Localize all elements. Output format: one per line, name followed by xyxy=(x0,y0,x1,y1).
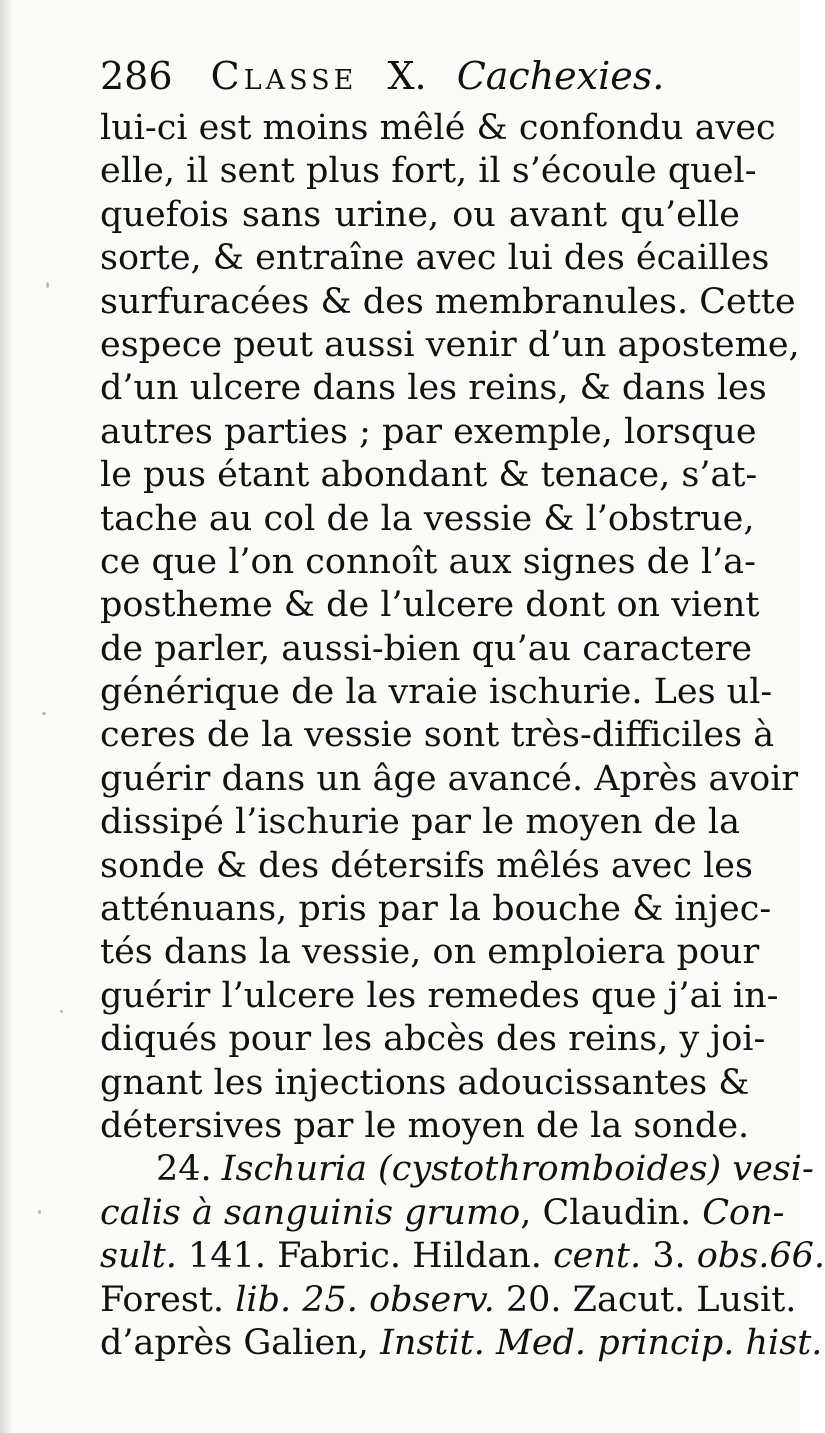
text-line: le pus étant abondant & tenace, s’at- xyxy=(100,455,758,496)
entry-author-5: d’après Galien, xyxy=(100,1322,369,1363)
entry-obs: obs. xyxy=(696,1236,770,1277)
entry-obs-number: 66. xyxy=(769,1236,825,1277)
text-line: de parler, aussi-bien qu’au caractere xyxy=(100,628,753,669)
entry-author-2: Fabric. Hildan. xyxy=(277,1236,542,1277)
entry-number: 24. xyxy=(156,1149,212,1190)
text-line: ceres de la vessie sont très-difficiles à xyxy=(100,715,775,756)
text-line: ce que l’on connoît aux signes de l’a- xyxy=(100,541,756,582)
text-line: diqués pour les abcès des reins, y joi- xyxy=(100,1019,766,1060)
entry-instit: Instit. Med. princip. hist. xyxy=(380,1322,823,1363)
entry-author-4: Zacut. Lusit. xyxy=(572,1279,797,1320)
text-line: atténuans, pris par la bouche & injec- xyxy=(100,889,772,930)
class-label: Classe xyxy=(210,54,358,98)
entry-lib-number: 25. xyxy=(302,1279,358,1320)
entry-work-cont: sult. xyxy=(100,1236,177,1277)
text-line: quefois sans urine, ou avant qu’elle xyxy=(100,194,740,235)
entry-line-4 xyxy=(100,1279,797,1322)
entry-line-1 xyxy=(100,1148,814,1191)
print-speck xyxy=(38,1210,41,1214)
text-line: générique de la vraie ischurie. Les ul- xyxy=(100,672,773,713)
running-header xyxy=(100,44,760,108)
section-title: Cachexies. xyxy=(456,54,665,98)
entry-ref-number: 141. xyxy=(188,1236,266,1277)
text-line: lui-ci est moins mêlé & confondu avec xyxy=(100,108,776,148)
text-line: gnant les injections adoucissantes & xyxy=(100,1062,750,1103)
text-line: espece peut aussi venir d’un aposteme, xyxy=(100,324,800,365)
entry-latin-name: Ischuria (cystothromboides) vesi- xyxy=(221,1149,814,1190)
text-line: sorte, & entraîne avec lui des écailles xyxy=(100,238,770,279)
text-line: d’un ulcere dans les reins, & dans les xyxy=(100,368,767,409)
text-line: dissipé l’ischurie par le moyen de la xyxy=(100,802,740,843)
entry-author: , Claudin. xyxy=(520,1192,692,1233)
text-line: autres parties ; par exemple, lorsque xyxy=(100,411,757,452)
entry-line-5 xyxy=(100,1322,823,1365)
entry-lib: lib. xyxy=(235,1279,292,1320)
body-text xyxy=(100,107,825,1365)
entry-cent-number: 3. xyxy=(652,1236,686,1277)
print-speck xyxy=(46,282,49,288)
entry-author-3: Forest. xyxy=(100,1279,225,1320)
text-line-last: détersives par le moyen de la sonde. xyxy=(100,1105,750,1146)
entry-latin-name-cont: calis à sanguinis grumo xyxy=(100,1192,521,1233)
print-speck xyxy=(60,1010,63,1013)
entry-observ: observ. xyxy=(369,1279,495,1320)
entry-observ-number: 20. xyxy=(505,1279,562,1320)
page-gutter-shadow xyxy=(0,0,14,1433)
entry-cent: cent. xyxy=(553,1236,642,1277)
print-speck xyxy=(42,712,46,715)
class-number: X. xyxy=(387,54,427,98)
text-line: surfuracées & des membranules. Cette xyxy=(100,281,796,322)
text-line: guérir dans un âge avancé. Après avoir xyxy=(100,758,799,799)
entry-line-3 xyxy=(100,1235,825,1278)
text-line: tés dans la vessie, on emploiera pour xyxy=(100,932,760,973)
text-line: tache au col de la vessie & l’obstrue, xyxy=(100,498,755,539)
text-line: elle, il sent plus fort, il s’écoule quel- xyxy=(100,151,757,192)
entry-work: Con- xyxy=(702,1192,785,1233)
page-number: 286 xyxy=(100,54,173,98)
text-line: guérir l’ulcere les remedes que j’ai in- xyxy=(100,975,779,1016)
text-line: postheme & de l’ulcere dont on vient xyxy=(100,585,760,626)
text-line: sonde & des détersifs mêlés avec les xyxy=(100,845,753,886)
entry-line-2 xyxy=(100,1192,785,1235)
